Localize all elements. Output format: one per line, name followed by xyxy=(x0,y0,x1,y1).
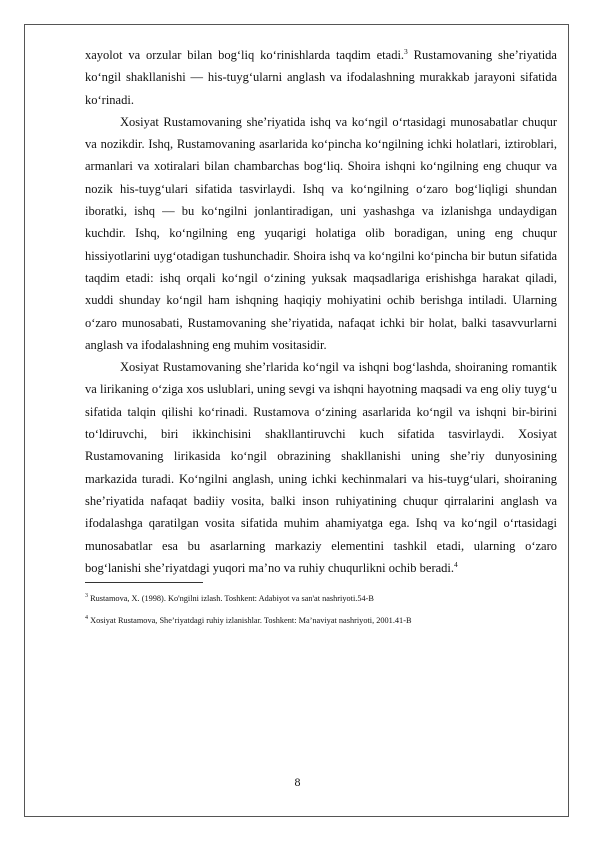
footnote-separator xyxy=(85,582,203,583)
footnote-4: $^4$ Xosiyat Rustamova, She’riyatdagi ruhiy izlanishlar. Toshkent: Ma’naviyat nashriyoti, 2001.41-B xyxy=(85,615,412,626)
footnote-ref-3[interactable]: 3 xyxy=(404,46,408,56)
paragraph-1: xayolot va orzular bilan bog‘liq ko‘rinishlarda taqdim etadi.$^3$ Rustamovaning she’riyatida ko‘ngil shakllanishi — his-tuyg‘ularni anglash va ifodalashning murakkab jarayoni sifatida ko‘rinadi. xyxy=(85,46,557,107)
footnote-ref-4[interactable]: 4 xyxy=(454,559,458,569)
paragraph-3: Xosiyat Rustamovaning she’rlarida ko‘ngil va ishqni bog‘lashda, shoiraning romantik va lirikaning o‘ziga xos uslublari, uning sevgi va ishqni hayotning maqsadi va eng oliy tuyg‘u sifatida talqin qilishi ko‘rinadi. Rustamova o‘zining asarlarida ko‘ngil va ishqni bir-birini to‘ldiruvchi, biri ikkinchisini shakllantiruvchi kuch sifatida tasvirlaydi. Xosiyat Rustamovaning lirikasida ko‘ngil obrazining shakllanishi uning she’riy dunyosining markazida turadi. Ko‘ngilni anglash, uning ichki kechinmalari va his-tuyg‘ulari, shoiraning she’riyatida nafaqat badiiy vosita, balki inson ruhiyatining chuqur qirralarini anglash va ifodalashga qaratilgan vosita sifatida muhim ahamiyatga ega. Ishq va ko‘ngil o‘rtasidagi munosabatlar esa bu asarlarning markaziy elementini tashkil etadi, ularning o‘zaro bog‘lanishi she’riyatdagi yuqori ma’no va ruhiy chuqurlikni ochib beradi.$^4$ xyxy=(85,360,557,575)
footnote-3: $^3$ Rustamova, X. (1998). Ko'ngilni izlash. Toshkent: Adabiyot va san'at nashriyoti.54-B xyxy=(85,593,374,604)
page-number: 8 xyxy=(294,775,301,789)
page-content xyxy=(85,44,557,627)
paragraph-2: Xosiyat Rustamovaning she’riyatida ishq va ko‘ngil o‘rtasidagi munosabatlar chuqur va nozikdir. Ishq, Rustamovaning asarlarida ko‘pincha ko‘ngilning ichki holatlari, iztiroblari, armanlari va xotiralari bilan chambarchas bog‘liq. Shoira ishqni ko‘ngilning eng chuqur va nozik his-tuyg‘ulari sifatida tasvirlaydi. Ishq va ko‘ngilning o‘zaro bog‘liqligi shundan iboratki, ishq — bu ko‘ngilni jonlantiradigan, uni yashashga va izlanishga undaydigan kuchdir. Ishq, ko‘ngilning eng yuqarigi holatiga olib boradigan, uning eng chuqur hissiyotlarini uyg‘otadigan tushunchadir. Shoira ishq va ko‘ngilni ko‘pincha bir butun sifatida taqdim etadi: ishq orqali ko‘ngil o‘zining yuksak maqsadlariga erishishga harakat qiladi, xuddi shunday ko‘ngil ham ishqning haqiqiy mohiyatini ochib berishga intiladi. Ularning o‘zaro munosabati, Rustamovaning she’riyatida, nafaqat ichki bir holat, balki tasavvurlarni anglash va ifodalashning eng muhim vositasidir. xyxy=(85,114,557,352)
